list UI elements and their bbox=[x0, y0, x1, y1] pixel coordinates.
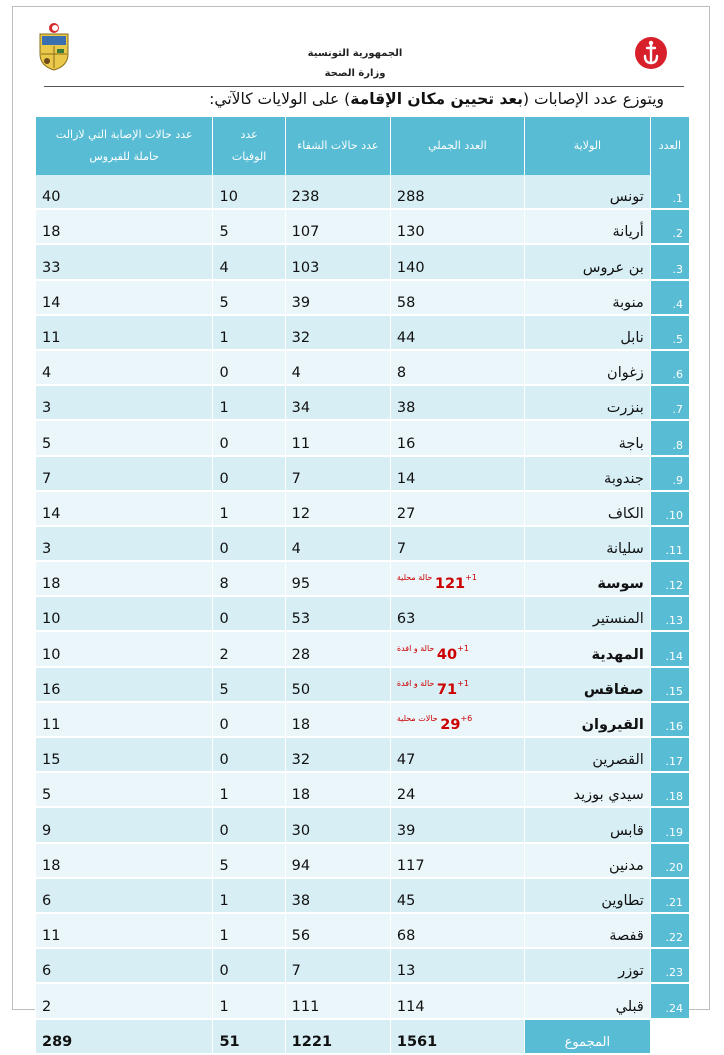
row-deaths: 1 bbox=[212, 879, 284, 914]
row-recovered: 50 bbox=[285, 668, 390, 703]
row-carriers: 40 bbox=[35, 175, 212, 210]
row-recovered: 94 bbox=[285, 844, 390, 879]
row-governorate: تونس bbox=[524, 175, 650, 210]
table-row bbox=[35, 421, 689, 456]
row-carriers: 10 bbox=[35, 632, 212, 667]
row-total-cell bbox=[390, 844, 524, 879]
row-total: 117 bbox=[396, 857, 425, 874]
row-carriers: 18 bbox=[35, 210, 212, 245]
row-total-cell bbox=[390, 984, 524, 1019]
row-total-note: +1 حالة محلية bbox=[396, 573, 477, 583]
table-row bbox=[35, 808, 689, 843]
row-recovered: 12 bbox=[285, 492, 390, 527]
row-deaths: 0 bbox=[212, 738, 284, 773]
col-header-recovered: عدد حالات الشفاء bbox=[285, 117, 390, 175]
row-total-cell bbox=[390, 738, 524, 773]
row-recovered: 32 bbox=[285, 316, 390, 351]
row-total: 14 bbox=[396, 470, 416, 487]
col-header-carriers-line1: عدد حالات الإصابة التي لازالت bbox=[55, 128, 193, 141]
row-recovered: 95 bbox=[285, 562, 390, 597]
row-governorate: صفاقس bbox=[524, 668, 650, 703]
row-deaths: 1 bbox=[212, 316, 284, 351]
row-governorate: مدنين bbox=[524, 844, 650, 879]
col-header-index: العدد bbox=[650, 117, 689, 175]
row-index: 21. bbox=[650, 879, 689, 914]
row-carriers: 15 bbox=[35, 738, 212, 773]
row-governorate: تطاوين bbox=[524, 879, 650, 914]
row-recovered: 32 bbox=[285, 738, 390, 773]
row-total-cell bbox=[390, 457, 524, 492]
row-deaths: 5 bbox=[212, 210, 284, 245]
row-index: 11. bbox=[650, 527, 689, 562]
row-total-cell bbox=[390, 879, 524, 914]
row-total: 13 bbox=[396, 963, 416, 980]
row-recovered: 11 bbox=[285, 421, 390, 456]
row-deaths: 0 bbox=[212, 527, 284, 562]
row-total: 45 bbox=[396, 892, 416, 909]
row-total: 130 bbox=[396, 224, 425, 241]
row-governorate: القصرين bbox=[524, 738, 650, 773]
row-index: 7. bbox=[650, 386, 689, 421]
row-carriers: 3 bbox=[35, 386, 212, 421]
row-total-cell bbox=[390, 492, 524, 527]
row-carriers: 6 bbox=[35, 949, 212, 984]
row-index: 12. bbox=[650, 562, 689, 597]
table-row bbox=[35, 984, 689, 1019]
row-total: 7 bbox=[396, 541, 407, 558]
row-deaths: 0 bbox=[212, 703, 284, 738]
row-carriers: 33 bbox=[35, 245, 212, 280]
table-row bbox=[35, 457, 689, 492]
row-index: 18. bbox=[650, 773, 689, 808]
row-recovered: 4 bbox=[285, 527, 390, 562]
row-index: 20. bbox=[650, 844, 689, 879]
row-recovered: 103 bbox=[285, 245, 390, 280]
table-row bbox=[35, 386, 689, 421]
row-carriers: 11 bbox=[35, 703, 212, 738]
row-recovered: 53 bbox=[285, 597, 390, 632]
table-row bbox=[35, 914, 689, 949]
row-deaths: 1 bbox=[212, 773, 284, 808]
row-total-cell bbox=[390, 421, 524, 456]
row-total: 121 bbox=[434, 576, 466, 593]
row-deaths: 0 bbox=[212, 351, 284, 386]
row-carriers: 4 bbox=[35, 351, 212, 386]
row-governorate: زغوان bbox=[524, 351, 650, 386]
row-total-cell bbox=[390, 668, 524, 703]
col-header-deaths bbox=[212, 117, 284, 175]
row-carriers: 3 bbox=[35, 527, 212, 562]
table-row bbox=[35, 773, 689, 808]
row-recovered: 18 bbox=[285, 773, 390, 808]
row-total: 140 bbox=[396, 259, 425, 276]
table-row bbox=[35, 210, 689, 245]
row-carriers: 16 bbox=[35, 668, 212, 703]
row-deaths: 8 bbox=[212, 562, 284, 597]
row-carriers: 7 bbox=[35, 457, 212, 492]
row-total: 29 bbox=[440, 717, 461, 733]
row-carriers: 11 bbox=[35, 316, 212, 351]
row-governorate: القيروان bbox=[524, 703, 650, 738]
row-index: 10. bbox=[650, 492, 689, 527]
totals-total: 1561 bbox=[390, 1020, 524, 1055]
row-deaths: 10 bbox=[212, 175, 284, 210]
row-carriers: 14 bbox=[35, 492, 212, 527]
row-total-note: +1 حالة و افدة bbox=[396, 643, 469, 653]
totals-deaths: 51 bbox=[212, 1020, 284, 1055]
row-deaths: 1 bbox=[212, 984, 284, 1019]
row-carriers: 18 bbox=[35, 844, 212, 879]
row-total-cell bbox=[390, 703, 524, 738]
row-recovered: 38 bbox=[285, 879, 390, 914]
row-total-cell bbox=[390, 351, 524, 386]
row-governorate: أريانة bbox=[524, 210, 650, 245]
intro-sentence bbox=[40, 90, 664, 108]
row-recovered: 4 bbox=[285, 351, 390, 386]
table-row bbox=[35, 703, 689, 738]
row-total: 27 bbox=[396, 505, 416, 522]
row-total-cell bbox=[390, 949, 524, 984]
row-index: 3. bbox=[650, 245, 689, 280]
totals-carriers: 289 bbox=[35, 1020, 212, 1055]
row-carriers: 18 bbox=[35, 562, 212, 597]
row-recovered: 107 bbox=[285, 210, 390, 245]
row-total-cell bbox=[390, 386, 524, 421]
row-recovered: 56 bbox=[285, 914, 390, 949]
table-row bbox=[35, 844, 689, 879]
col-header-total: العدد الجملي bbox=[390, 117, 524, 175]
row-governorate: المهدية bbox=[524, 632, 650, 667]
table-row bbox=[35, 351, 689, 386]
row-index: 24. bbox=[650, 984, 689, 1019]
row-index: 19. bbox=[650, 808, 689, 843]
table-row bbox=[35, 738, 689, 773]
row-deaths: 0 bbox=[212, 808, 284, 843]
document-header bbox=[30, 22, 680, 84]
row-recovered: 28 bbox=[285, 632, 390, 667]
health-ministry-logo-icon bbox=[634, 36, 668, 70]
intro-part1: ويتوزع عدد الإصابات ( bbox=[523, 90, 664, 108]
row-governorate: سليانة bbox=[524, 527, 650, 562]
table-row bbox=[35, 949, 689, 984]
row-deaths: 1 bbox=[212, 492, 284, 527]
row-total-cell bbox=[390, 562, 524, 597]
row-recovered: 30 bbox=[285, 808, 390, 843]
row-total-cell bbox=[390, 632, 524, 667]
table-row bbox=[35, 245, 689, 280]
row-governorate: سوسة bbox=[524, 562, 650, 597]
row-recovered: 111 bbox=[285, 984, 390, 1019]
row-total-cell bbox=[390, 281, 524, 316]
row-governorate: توزر bbox=[524, 949, 650, 984]
row-deaths: 0 bbox=[212, 949, 284, 984]
row-deaths: 4 bbox=[212, 245, 284, 280]
row-governorate: بنزرت bbox=[524, 386, 650, 421]
row-total-cell bbox=[390, 175, 524, 210]
row-index: 15. bbox=[650, 668, 689, 703]
row-total: 58 bbox=[396, 294, 416, 311]
row-governorate: قفصة bbox=[524, 914, 650, 949]
row-deaths: 1 bbox=[212, 386, 284, 421]
row-governorate: جندوبة bbox=[524, 457, 650, 492]
table-row bbox=[35, 527, 689, 562]
totals-blank bbox=[650, 1020, 689, 1055]
row-governorate: قابس bbox=[524, 808, 650, 843]
row-deaths: 5 bbox=[212, 281, 284, 316]
table-row bbox=[35, 879, 689, 914]
row-index: 9. bbox=[650, 457, 689, 492]
row-governorate: الكاف bbox=[524, 492, 650, 527]
table-row bbox=[35, 492, 689, 527]
row-recovered: 7 bbox=[285, 457, 390, 492]
row-deaths: 0 bbox=[212, 421, 284, 456]
row-index: 1. bbox=[650, 175, 689, 210]
table-row bbox=[35, 175, 689, 210]
table-row bbox=[35, 668, 689, 703]
row-governorate: المنستير bbox=[524, 597, 650, 632]
row-deaths: 1 bbox=[212, 914, 284, 949]
table-row bbox=[35, 281, 689, 316]
row-carriers: 11 bbox=[35, 914, 212, 949]
row-total: 68 bbox=[396, 928, 416, 945]
row-total: 63 bbox=[396, 611, 416, 628]
row-total: 8 bbox=[396, 365, 407, 382]
row-total-note: +6 حالات محلية bbox=[396, 714, 473, 723]
row-carriers: 14 bbox=[35, 281, 212, 316]
row-total: 40 bbox=[436, 646, 458, 663]
row-deaths: 0 bbox=[212, 457, 284, 492]
row-total-cell bbox=[390, 773, 524, 808]
row-governorate: بن عروس bbox=[524, 245, 650, 280]
row-governorate: منوبة bbox=[524, 281, 650, 316]
col-header-deaths-line2: الوفيات bbox=[231, 150, 267, 163]
row-index: 17. bbox=[650, 738, 689, 773]
totals-label: المجموع bbox=[524, 1020, 650, 1055]
table-row bbox=[35, 597, 689, 632]
ministry-title: وزارة الصحة bbox=[324, 68, 386, 79]
row-index: 14. bbox=[650, 632, 689, 667]
row-governorate: سيدي بوزيد bbox=[524, 773, 650, 808]
row-index: 5. bbox=[650, 316, 689, 351]
row-recovered: 7 bbox=[285, 949, 390, 984]
col-header-carriers-line2: حاملة للفيروس bbox=[89, 150, 160, 163]
row-total-cell bbox=[390, 597, 524, 632]
table-row bbox=[35, 632, 689, 667]
row-total: 38 bbox=[396, 400, 416, 417]
row-carriers: 2 bbox=[35, 984, 212, 1019]
row-recovered: 34 bbox=[285, 386, 390, 421]
row-total-cell bbox=[390, 316, 524, 351]
row-total-cell bbox=[390, 245, 524, 280]
row-total-note: +1 حالة و افدة bbox=[396, 678, 469, 688]
row-carriers: 10 bbox=[35, 597, 212, 632]
table-header-row bbox=[35, 117, 689, 175]
republic-title: الجمهورية التونسية bbox=[307, 48, 403, 59]
row-total-cell bbox=[390, 210, 524, 245]
table-body bbox=[35, 175, 689, 1055]
row-governorate: باجة bbox=[524, 421, 650, 456]
row-deaths: 5 bbox=[212, 668, 284, 703]
intro-part2: ) على الولايات كالآتي: bbox=[209, 90, 351, 108]
row-total: 71 bbox=[436, 681, 458, 698]
row-total: 114 bbox=[396, 998, 425, 1015]
row-carriers: 5 bbox=[35, 421, 212, 456]
totals-row bbox=[35, 1020, 689, 1055]
row-index: 4. bbox=[650, 281, 689, 316]
col-header-carriers bbox=[35, 117, 212, 175]
row-total: 16 bbox=[396, 435, 416, 452]
row-total: 44 bbox=[396, 329, 416, 346]
table-row bbox=[35, 562, 689, 597]
row-governorate: نابل bbox=[524, 316, 650, 351]
row-total-cell bbox=[390, 808, 524, 843]
row-carriers: 6 bbox=[35, 879, 212, 914]
row-total-cell bbox=[390, 914, 524, 949]
row-index: 13. bbox=[650, 597, 689, 632]
totals-recovered: 1221 bbox=[285, 1020, 390, 1055]
row-index: 23. bbox=[650, 949, 689, 984]
header-text bbox=[30, 44, 680, 84]
row-index: 16. bbox=[650, 703, 689, 738]
row-carriers: 9 bbox=[35, 808, 212, 843]
row-total: 39 bbox=[396, 822, 416, 839]
row-index: 6. bbox=[650, 351, 689, 386]
header-divider bbox=[44, 86, 684, 87]
row-total: 288 bbox=[396, 189, 425, 206]
col-header-governorate: الولاية bbox=[524, 117, 650, 175]
row-index: 22. bbox=[650, 914, 689, 949]
col-header-deaths-line1: عدد bbox=[240, 128, 258, 141]
row-index: 2. bbox=[650, 210, 689, 245]
row-governorate: قبلي bbox=[524, 984, 650, 1019]
row-recovered: 18 bbox=[285, 703, 390, 738]
row-recovered: 238 bbox=[285, 175, 390, 210]
row-deaths: 0 bbox=[212, 597, 284, 632]
row-total: 24 bbox=[396, 787, 416, 804]
row-index: 8. bbox=[650, 421, 689, 456]
table-row bbox=[35, 316, 689, 351]
row-total-cell bbox=[390, 527, 524, 562]
row-deaths: 2 bbox=[212, 632, 284, 667]
intro-bold: بعد تحيين مكان الإقامة bbox=[350, 90, 523, 108]
row-deaths: 5 bbox=[212, 844, 284, 879]
row-total: 47 bbox=[396, 752, 416, 769]
row-recovered: 39 bbox=[285, 281, 390, 316]
governorate-cases-table bbox=[35, 117, 689, 1055]
row-carriers: 5 bbox=[35, 773, 212, 808]
